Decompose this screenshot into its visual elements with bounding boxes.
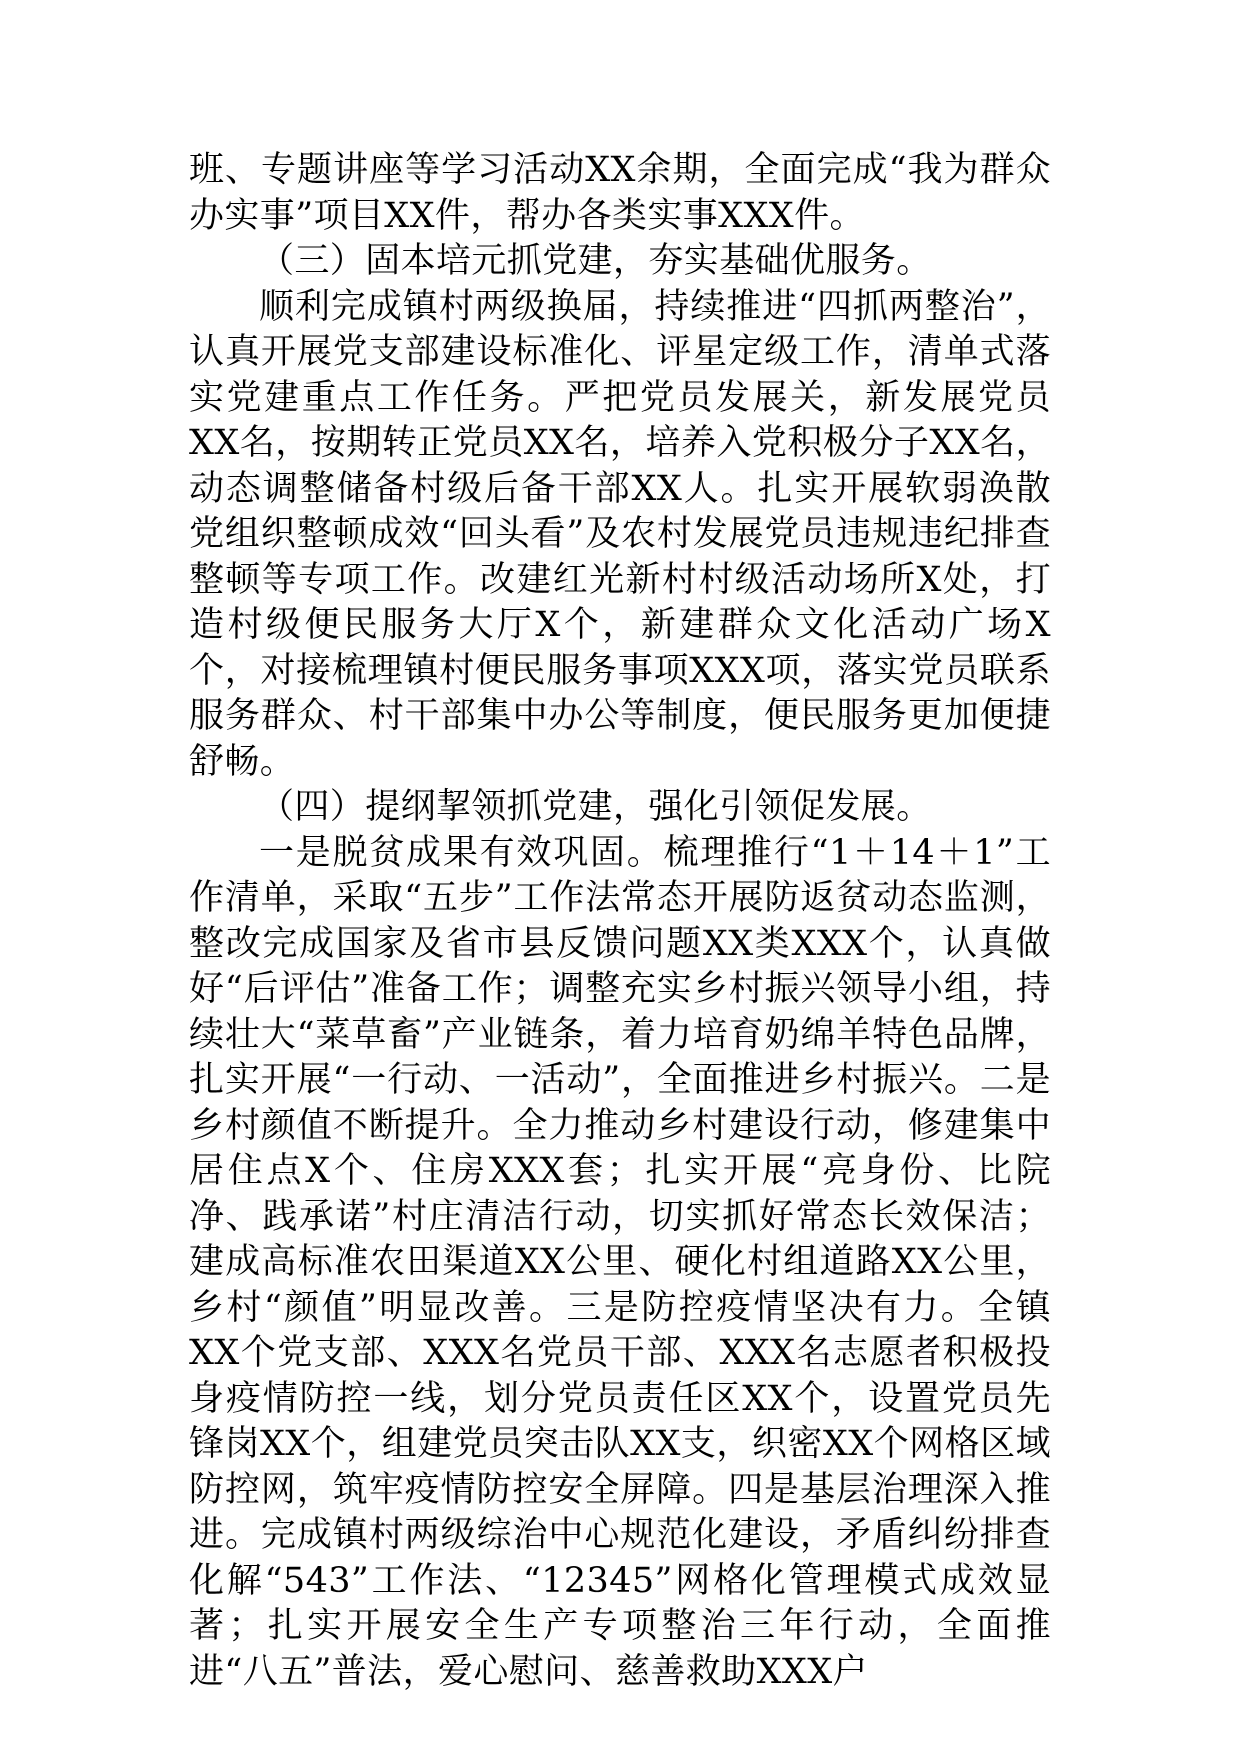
section-heading-three: （三）固本培元抓党建，夯实基础优服务。 (259, 241, 932, 281)
paragraph-foundation-services: 顺利完成镇村两级换届，持续推进“四抓两整治”，认真开展党支部建设标准化、评星定级工作，清单式落实党建重点工作任务。严把党员发展关，新发展党员XX名，按期转正党员XX名，培养入党积极分子XX名，动态调整储备村级后备干部XX人。扎实开展软弱涣散党组织整顿成效“回头看”及农村发展党员违规违纪排查整顿等专项工作。改建红光新村村级活动场所X处，打造村级便民服务大厅X个，新建群众文化活动广场X个，对接梳理镇村便民服务事项XXX项，落实党员联系服务群众、村干部集中办公等制度，便民服务更加便捷舒畅。 (189, 286, 1051, 782)
paragraph-continued-study-activities: 班、专题讲座等学习活动XX余期，全面完成“我为群众办实事”项目XX件，帮办各类实事XXX件。 (189, 150, 1051, 236)
paragraph-development-achievements: 一是脱贫成果有效巩固。梳理推行“1＋14＋1”工作清单，采取“五步”工作法常态开展防返贫动态监测，整改完成国家及省市县反馈问题XX类XXX个，认真做好“后评估”准备工作；调整充实乡村振兴领导小组，持续壮大“菜草畜”产业链条，着力培育奶绵羊特色品牌，扎实开展“一行动、一活动”，全面推进乡村振兴。二是乡村颜值不断提升。全力推动乡村建设行动，修建集中居住点X个、住房XXX套；扎实开展“亮身份、比院净、践承诺”村庄清洁行动，切实抓好常态长效保洁；建成高标准农田渠道XX公里、硬化村组道路XX公里，乡村“颜值”明显改善。三是防控疫情坚决有力。全镇XX个党支部、XXX名党员干部、XXX名志愿者积极投身疫情防控一线，划分党员责任区XX个，设置党员先锋岗XX个，组建党员突击队XX支，织密XX个网格区域防控网，筑牢疫情防控安全屏障。四是基层治理深入推进。完成镇村两级综治中心规范化建设，矛盾纠纷排查化解“543”工作法、“12345”网格化管理模式成效显著；扎实开展安全生产专项整治三年行动，全面推进“八五”普法，爱心慰问、慈善救助XXX户 (189, 832, 1051, 1692)
section-heading-four: （四）提纲挈领抓党建，强化引领促发展。 (259, 787, 932, 827)
document-body (189, 148, 1051, 1695)
